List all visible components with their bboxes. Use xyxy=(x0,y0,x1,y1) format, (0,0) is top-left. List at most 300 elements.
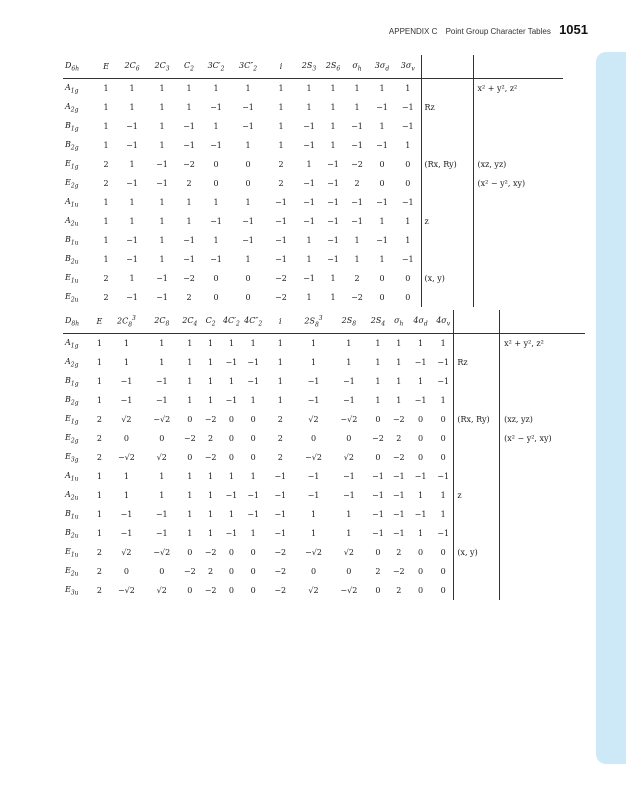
character-value: −2 xyxy=(275,293,287,302)
d6h-table-row xyxy=(63,288,563,307)
character-value: 1 xyxy=(123,358,129,367)
character-value: −1 xyxy=(351,198,363,207)
irrep-label: $E_{2g}$ xyxy=(65,432,79,445)
character-value: −2 xyxy=(351,293,363,302)
character-value: −1 xyxy=(242,122,254,131)
character-value: 1 xyxy=(129,198,135,207)
character-value: 1 xyxy=(250,339,256,348)
linear-function: (x, y) xyxy=(454,543,500,562)
character-value: −1 xyxy=(225,491,238,500)
character-value: 1 xyxy=(418,339,424,348)
character-value: 1 xyxy=(306,84,312,93)
character-value: 2 xyxy=(277,453,283,462)
character-value: −1 xyxy=(437,529,450,538)
character-value: −1 xyxy=(342,472,355,481)
character-value: 1 xyxy=(306,160,312,169)
character-value: 1 xyxy=(96,377,102,386)
d6h-corner-label: $D_{6h}$ xyxy=(63,55,95,79)
character-value: 1 xyxy=(330,293,336,302)
character-value: 0 xyxy=(245,274,251,283)
character-value: −2 xyxy=(204,548,217,557)
d8h-column-header: $C_2$ xyxy=(200,310,221,334)
character-value: 1 xyxy=(278,122,284,131)
character-value: −1 xyxy=(156,293,168,302)
character-value: −2 xyxy=(183,274,195,283)
quadratic-function xyxy=(473,212,563,231)
d8h-table-row xyxy=(63,543,585,562)
character-value: −2 xyxy=(274,586,287,595)
linear-function xyxy=(421,174,473,193)
character-value: −1 xyxy=(156,179,168,188)
character-value: 1 xyxy=(123,339,129,348)
character-value: 1 xyxy=(187,491,193,500)
character-value: 0 xyxy=(213,293,219,302)
quadratic-function xyxy=(500,353,585,372)
character-value: 1 xyxy=(213,236,219,245)
irrep-label: $B_{1u}$ xyxy=(65,508,79,521)
d6h-column-header: i xyxy=(265,55,297,79)
character-value: 0 xyxy=(123,567,129,576)
character-value: −1 xyxy=(120,529,133,538)
character-value: −1 xyxy=(401,122,414,131)
irrep-label: $B_{2g}$ xyxy=(65,394,79,407)
character-value: 1 xyxy=(330,122,336,131)
quadratic-function xyxy=(473,269,563,288)
character-value: 1 xyxy=(277,358,283,367)
irrep-label: $A_{1g}$ xyxy=(65,82,79,95)
character-value: −1 xyxy=(274,510,287,519)
character-value: 1 xyxy=(159,236,165,245)
quadratic-function xyxy=(473,250,563,269)
character-value: 0 xyxy=(375,453,381,462)
character-value: 1 xyxy=(187,377,193,386)
character-value: −1 xyxy=(275,198,287,207)
character-value: √2 xyxy=(121,548,132,557)
character-value: −2 xyxy=(351,160,363,169)
character-value: 1 xyxy=(330,141,336,150)
character-value: −1 xyxy=(225,529,238,538)
character-value: √2 xyxy=(121,415,132,424)
character-value: −√2 xyxy=(117,453,135,462)
character-value: −1 xyxy=(376,141,388,150)
character-value: 2 xyxy=(186,293,192,302)
d6h-column-header: $2S_6$ xyxy=(321,55,345,79)
character-value: 0 xyxy=(250,586,256,595)
irrep-label: $E_{3u}$ xyxy=(65,584,79,597)
character-value: −1 xyxy=(126,293,138,302)
character-value: −1 xyxy=(303,141,315,150)
linear-function xyxy=(454,562,500,581)
character-value: 1 xyxy=(208,396,214,405)
irrep-label: $E_{1u}$ xyxy=(65,546,79,559)
character-value: −1 xyxy=(351,122,363,131)
page-number: 1051 xyxy=(559,22,588,37)
character-value: 2 xyxy=(396,548,402,557)
character-value: 0 xyxy=(228,434,234,443)
character-value: 0 xyxy=(310,567,317,576)
d6h-column-header: $3\sigma_v$ xyxy=(395,55,421,79)
linear-function xyxy=(421,250,473,269)
character-value: 2 xyxy=(375,567,381,576)
quadratic-function xyxy=(500,448,585,467)
d8h-table-row xyxy=(63,448,585,467)
character-value: 0 xyxy=(379,160,385,169)
character-value: −2 xyxy=(392,453,405,462)
d8h-column-header: $2S_8$ xyxy=(331,310,366,334)
linear-function xyxy=(454,467,500,486)
d8h-column-header: $4\sigma_v$ xyxy=(433,310,454,334)
character-value: 1 xyxy=(159,198,165,207)
character-value: 1 xyxy=(208,358,214,367)
character-value: −1 xyxy=(372,491,384,500)
character-value: 0 xyxy=(250,548,256,557)
character-value: −1 xyxy=(275,255,287,264)
character-value: 0 xyxy=(440,567,446,576)
character-value: 0 xyxy=(245,293,251,302)
character-value: −1 xyxy=(183,236,195,245)
character-value: 0 xyxy=(159,434,165,443)
linear-function: z xyxy=(454,486,500,505)
character-value: 1 xyxy=(418,377,424,386)
character-value: 1 xyxy=(96,491,102,500)
character-value: −1 xyxy=(392,491,405,500)
character-value: −2 xyxy=(204,453,217,462)
character-value: 1 xyxy=(330,274,336,283)
character-value: 1 xyxy=(187,510,193,519)
character-value: 2 xyxy=(208,434,214,443)
character-value: −1 xyxy=(126,236,138,245)
character-value: 1 xyxy=(418,529,424,538)
character-value: −1 xyxy=(414,510,427,519)
character-value: 1 xyxy=(310,358,317,367)
character-value: 2 xyxy=(96,548,102,557)
character-value: 1 xyxy=(346,358,352,367)
character-value: 0 xyxy=(418,415,424,424)
character-value: 1 xyxy=(396,358,402,367)
character-value: 1 xyxy=(375,358,381,367)
character-value: −1 xyxy=(155,529,168,538)
character-value: 1 xyxy=(159,217,165,226)
character-value: 0 xyxy=(228,548,234,557)
character-value: 1 xyxy=(245,255,251,264)
character-value: −1 xyxy=(327,160,339,169)
character-value: 0 xyxy=(440,415,446,424)
d6h-table-row xyxy=(63,212,563,231)
character-value: 0 xyxy=(250,453,256,462)
d6h-character-table xyxy=(63,55,563,307)
character-value: 0 xyxy=(379,274,385,283)
quadratic-function xyxy=(473,231,563,250)
character-value: −1 xyxy=(392,529,405,538)
d8h-column-header: $\sigma_h$ xyxy=(389,310,408,334)
character-value: 2 xyxy=(96,567,102,576)
character-value: 2 xyxy=(103,293,109,302)
linear-function xyxy=(454,581,500,600)
character-value: −1 xyxy=(351,141,363,150)
character-value: 1 xyxy=(228,472,234,481)
d6h-table-row xyxy=(63,98,563,117)
character-value: −2 xyxy=(274,548,287,557)
character-value: −√2 xyxy=(305,548,322,557)
quadratic-function xyxy=(473,288,563,307)
character-value: 1 xyxy=(306,236,312,245)
character-value: 1 xyxy=(159,255,165,264)
irrep-label: $E_{2u}$ xyxy=(65,565,79,578)
irrep-label: $A_{2u}$ xyxy=(65,489,79,502)
d6h-table-row xyxy=(63,155,563,174)
character-value: −1 xyxy=(401,255,414,264)
page-header xyxy=(389,22,588,37)
character-value: −1 xyxy=(274,491,287,500)
character-value: −1 xyxy=(155,377,168,386)
quadratic-function xyxy=(500,486,585,505)
character-value: −1 xyxy=(372,472,384,481)
character-value: 0 xyxy=(228,453,234,462)
d8h-linear-header xyxy=(454,310,500,334)
character-value: 1 xyxy=(103,236,109,245)
character-value: −1 xyxy=(303,217,315,226)
character-value: 1 xyxy=(187,529,193,538)
character-value: 0 xyxy=(250,434,256,443)
character-value: 0 xyxy=(405,160,411,169)
character-value: 1 xyxy=(440,396,446,405)
character-value: −2 xyxy=(392,415,405,424)
character-value: 1 xyxy=(354,103,360,112)
character-value: 0 xyxy=(187,415,193,424)
character-value: 2 xyxy=(96,586,102,595)
character-value: 2 xyxy=(103,160,109,169)
side-tab xyxy=(596,52,626,764)
character-value: 1 xyxy=(396,339,402,348)
character-value: 0 xyxy=(245,160,251,169)
character-value: 1 xyxy=(123,472,129,481)
character-value: 1 xyxy=(103,84,109,93)
character-value: 1 xyxy=(159,141,165,150)
d6h-table-row xyxy=(63,250,563,269)
character-value: 1 xyxy=(159,84,165,93)
character-value: 1 xyxy=(375,339,381,348)
linear-function xyxy=(454,448,500,467)
character-value: 0 xyxy=(250,415,256,424)
d8h-table-row xyxy=(63,410,585,429)
character-value: 1 xyxy=(103,217,109,226)
character-value: 1 xyxy=(96,339,102,348)
character-value: 1 xyxy=(250,472,256,481)
character-value: 0 xyxy=(187,453,193,462)
d8h-table-row xyxy=(63,524,585,543)
character-value: −1 xyxy=(437,358,450,367)
d6h-table-row xyxy=(63,136,563,155)
character-value: 1 xyxy=(375,396,381,405)
character-value: −1 xyxy=(327,236,339,245)
character-value: −1 xyxy=(327,179,339,188)
character-value: 2 xyxy=(354,274,360,283)
character-value: 1 xyxy=(208,510,214,519)
character-value: 1 xyxy=(129,103,135,112)
quadratic-function: (x² − y², xy) xyxy=(473,174,563,193)
character-value: 2 xyxy=(354,179,360,188)
linear-function: (Rx, Ry) xyxy=(454,410,500,429)
quadratic-function xyxy=(500,391,585,410)
character-value: −1 xyxy=(275,217,287,226)
d8h-table-row xyxy=(63,334,585,354)
character-value: −1 xyxy=(392,510,405,519)
d8h-table-row xyxy=(63,372,585,391)
d8h-column-header: $2C_4$ xyxy=(179,310,200,334)
quadratic-function xyxy=(500,467,585,486)
character-value: −√2 xyxy=(153,415,171,424)
character-value: 1 xyxy=(278,141,284,150)
character-value: 1 xyxy=(187,358,193,367)
character-value: 1 xyxy=(306,293,312,302)
character-value: 0 xyxy=(250,567,256,576)
character-value: 2 xyxy=(278,179,284,188)
character-value: 1 xyxy=(129,160,135,169)
character-value: 0 xyxy=(418,548,424,557)
character-value: 1 xyxy=(405,236,411,245)
character-value: −1 xyxy=(414,396,427,405)
character-value: −√2 xyxy=(340,415,358,424)
d6h-table-row xyxy=(63,193,563,212)
d8h-column-header: $4C''_2$ xyxy=(242,310,265,334)
character-value: −√2 xyxy=(117,586,135,595)
character-value: −2 xyxy=(183,567,196,576)
d6h-quadratic-header xyxy=(473,55,563,79)
character-value: −1 xyxy=(342,491,355,500)
character-value: 0 xyxy=(213,160,219,169)
irrep-label: $B_{2u}$ xyxy=(65,527,79,540)
irrep-label: $A_{2g}$ xyxy=(65,101,79,114)
character-value: 2 xyxy=(396,434,402,443)
character-value: 1 xyxy=(96,396,102,405)
d6h-column-header: $3C''_2$ xyxy=(231,55,265,79)
character-value: 1 xyxy=(277,339,283,348)
quadratic-function: x² + y², z² xyxy=(473,79,563,99)
character-value: 0 xyxy=(346,567,352,576)
d6h-linear-header xyxy=(421,55,473,79)
irrep-label: $E_{1u}$ xyxy=(65,272,79,285)
character-value: 1 xyxy=(379,255,385,264)
quadratic-function xyxy=(500,524,585,543)
d8h-column-header: $2S_4$ xyxy=(367,310,390,334)
character-value: 0 xyxy=(228,415,234,424)
character-value: −1 xyxy=(210,217,222,226)
character-value: −1 xyxy=(126,141,138,150)
quadratic-function xyxy=(473,136,563,155)
character-value: 1 xyxy=(159,472,165,481)
linear-function xyxy=(421,79,473,99)
character-value: 1 xyxy=(354,255,360,264)
character-value: −1 xyxy=(307,377,320,386)
character-value: 0 xyxy=(379,293,385,302)
character-value: 1 xyxy=(379,122,385,131)
character-value: 1 xyxy=(213,122,219,131)
character-value: −1 xyxy=(351,217,363,226)
character-value: −1 xyxy=(342,396,355,405)
character-value: 1 xyxy=(346,510,352,519)
character-value: −1 xyxy=(242,236,254,245)
character-value: 1 xyxy=(228,510,234,519)
d6h-column-header: $2C_6$ xyxy=(117,55,147,79)
character-value: 1 xyxy=(375,377,381,386)
character-value: 1 xyxy=(379,217,385,226)
character-value: 1 xyxy=(187,339,193,348)
character-value: 1 xyxy=(245,84,251,93)
character-value: 1 xyxy=(440,510,446,519)
quadratic-function xyxy=(500,372,585,391)
character-value: 1 xyxy=(159,339,165,348)
character-value: √2 xyxy=(156,453,167,462)
irrep-label: $B_{1g}$ xyxy=(65,120,79,133)
linear-function xyxy=(454,524,500,543)
character-value: 0 xyxy=(187,586,193,595)
linear-function xyxy=(454,372,500,391)
quadratic-function: (xz, yz) xyxy=(473,155,563,174)
character-value: 1 xyxy=(306,255,312,264)
irrep-label: $E_{2u}$ xyxy=(65,291,79,304)
character-value: 0 xyxy=(159,567,165,576)
character-value: 1 xyxy=(186,84,192,93)
linear-function xyxy=(421,288,473,307)
character-value: −1 xyxy=(327,255,339,264)
character-value: −1 xyxy=(126,179,138,188)
linear-function xyxy=(421,193,473,212)
irrep-label: $A_{1u}$ xyxy=(65,196,79,209)
character-value: 2 xyxy=(96,434,102,443)
character-value: 1 xyxy=(129,84,135,93)
character-value: −2 xyxy=(183,434,196,443)
character-value: −1 xyxy=(437,377,450,386)
character-value: 1 xyxy=(208,529,214,538)
irrep-label: $A_{1g}$ xyxy=(65,337,79,350)
character-value: 2 xyxy=(277,415,283,424)
character-value: 1 xyxy=(103,141,109,150)
irrep-label: $B_{2u}$ xyxy=(65,253,79,266)
character-value: 1 xyxy=(277,377,283,386)
character-value: −√2 xyxy=(153,548,171,557)
character-value: 1 xyxy=(103,122,109,131)
character-value: 0 xyxy=(375,548,381,557)
linear-function: Rz xyxy=(454,353,500,372)
section-title: Point Group Character Tables xyxy=(445,27,551,36)
character-value: −2 xyxy=(275,274,287,283)
character-value: 1 xyxy=(245,198,251,207)
d6h-column-header: E xyxy=(95,55,117,79)
d6h-column-header: $\sigma_h$ xyxy=(345,55,369,79)
irrep-label: $A_{1u}$ xyxy=(65,470,79,483)
character-value: 1 xyxy=(379,84,385,93)
quadratic-function: (x² − y², xy) xyxy=(500,429,585,448)
linear-function xyxy=(454,391,500,410)
character-value: −1 xyxy=(376,198,388,207)
character-value: −2 xyxy=(392,567,405,576)
character-value: −1 xyxy=(183,122,195,131)
character-value: 1 xyxy=(213,198,219,207)
character-value: 1 xyxy=(103,255,109,264)
d6h-column-header: $2C_3$ xyxy=(147,55,177,79)
character-value: −1 xyxy=(274,472,287,481)
character-value: 1 xyxy=(213,84,219,93)
d8h-table-row xyxy=(63,429,585,448)
character-value: 1 xyxy=(396,396,402,405)
d6h-column-header: $3C'_2$ xyxy=(201,55,231,79)
quadratic-function xyxy=(473,193,563,212)
character-value: 2 xyxy=(186,179,192,188)
character-value: −1 xyxy=(414,358,427,367)
quadratic-function xyxy=(500,543,585,562)
character-value: 1 xyxy=(208,339,214,348)
linear-function: (Rx, Ry) xyxy=(421,155,473,174)
